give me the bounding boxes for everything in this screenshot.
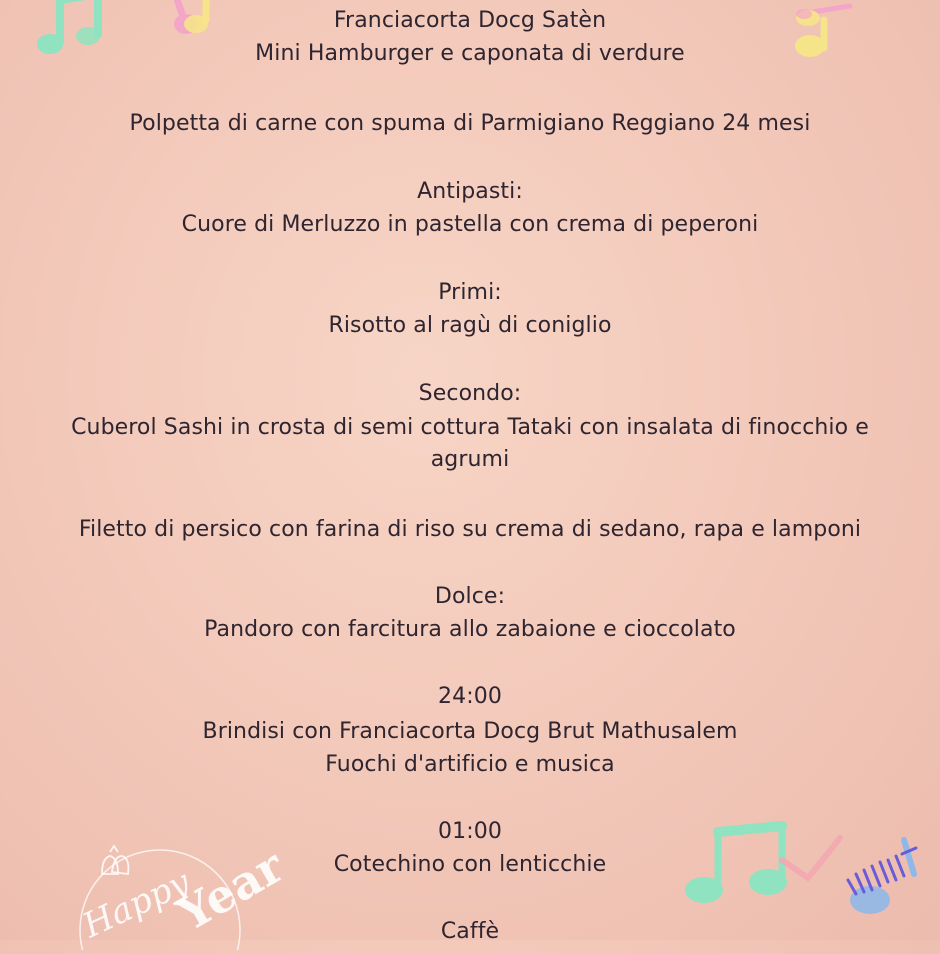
svg-text:Happy: Happy bbox=[76, 862, 196, 947]
secondo-dish-line2: agrumi bbox=[430, 447, 510, 472]
secondo-dish-persico: Filetto di persico con farina di riso su crema di sedano, rapa e lamponi bbox=[78, 517, 862, 542]
polpetta-line: Polpetta di carne con spuma di Parmigiano Reggiano 24 mesi bbox=[129, 111, 811, 136]
aperitivo-wine-line: Franciacorta Docg Satèn bbox=[333, 8, 607, 33]
primi-dish: Risotto al ragù di coniglio bbox=[328, 313, 612, 338]
aperitivo-dish-line: Mini Hamburger e caponata di verdure bbox=[255, 41, 685, 66]
midnight-fireworks: Fuochi d'artificio e musica bbox=[325, 752, 615, 777]
secondo-heading: Secondo: bbox=[418, 381, 522, 406]
one-am-dish: Cotechino con lenticchie bbox=[333, 852, 607, 877]
caffe-line: Caffè bbox=[440, 919, 500, 944]
primi-heading: Primi: bbox=[438, 280, 502, 305]
dolce-heading: Dolce: bbox=[434, 584, 506, 609]
midnight-time: 24:00 bbox=[438, 684, 502, 709]
antipasti-heading: Antipasti: bbox=[417, 179, 523, 204]
secondo-dish-line1: Cuberol Sashi in crosta di semi cottura Tataki con insalata di finocchio e bbox=[71, 415, 869, 440]
midnight-toast: Brindisi con Franciacorta Docg Brut Mathusalem bbox=[202, 719, 738, 744]
antipasti-dish: Cuore di Merluzzo in pastella con crema di peperoni bbox=[181, 212, 759, 237]
dolce-dish: Pandoro con farcitura allo zabaione e cioccolato bbox=[204, 617, 736, 642]
svg-text:Year: Year bbox=[168, 838, 293, 942]
one-am-time: 01:00 bbox=[438, 819, 502, 844]
